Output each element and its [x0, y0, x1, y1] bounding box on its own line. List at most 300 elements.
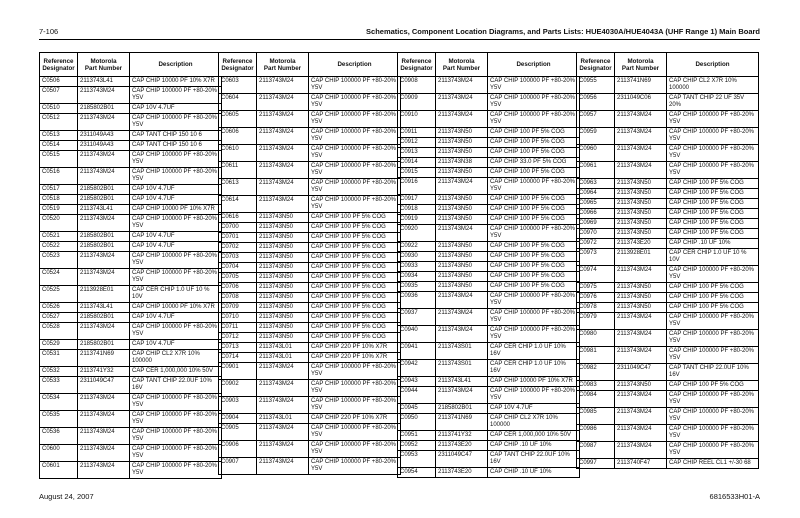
reference-designator: C0701: [219, 233, 257, 243]
description: CAP CHIP 100000 PF +80-20% Y5V: [488, 225, 580, 242]
reference-designator: C0906: [219, 441, 257, 458]
description: CAP CHIP 100000 PF +80-20% Y5V: [309, 94, 401, 111]
description: CAP CHIP 100000 PF +80-20% Y5V: [130, 87, 222, 104]
table-row: [398, 205, 580, 215]
description: CAP CHIP CL2 X7R 10% 100000: [667, 77, 759, 94]
part-number: 2113743M24: [78, 323, 130, 340]
table-row: [398, 377, 580, 387]
header-part-number: Motorola Part Number: [615, 53, 667, 77]
description: CAP CER CHIP 1.0 UF 10% 16V: [488, 360, 580, 377]
reference-designator: C0528: [40, 323, 78, 340]
description: CAP CHIP 100 PF 5% COG: [309, 293, 401, 303]
reference-designator: C0523: [40, 252, 78, 269]
table-row: [398, 111, 580, 128]
reference-designator: C0512: [40, 114, 78, 131]
table-row: [577, 128, 759, 145]
reference-designator: C0514: [40, 141, 78, 151]
table-row: [398, 387, 580, 404]
table-row: [40, 411, 222, 428]
description: CAP 10V 4.7UF: [130, 195, 222, 205]
table-row: [398, 309, 580, 326]
reference-designator: C0533: [40, 377, 78, 394]
reference-designator: C0903: [219, 397, 257, 414]
part-number: 2113743M24: [78, 394, 130, 411]
part-number: 2113743N50: [436, 215, 488, 225]
table-row: [398, 292, 580, 309]
part-number: 2311049C47: [615, 364, 667, 381]
table-row: [219, 213, 401, 223]
part-number: 2113743M24: [436, 326, 488, 343]
reference-designator: C0613: [219, 179, 257, 196]
part-number: 2185802B01: [78, 195, 130, 205]
reference-designator: C0935: [398, 282, 436, 292]
description: CAP CHIP 100000 PF +80-20% Y5V: [130, 168, 222, 185]
table-row: [398, 138, 580, 148]
part-number: 2113743M24: [436, 178, 488, 195]
description: CAP CHIP 100000 PF +80-20% Y5V: [667, 425, 759, 442]
description: CAP CHIP .10 UF 10%: [488, 468, 580, 478]
part-number: 2113743N50: [615, 189, 667, 199]
description: CAP CHIP 100000 PF +80-20% Y5V: [488, 111, 580, 128]
footer-doc-number: 6816533H01-A: [709, 492, 760, 501]
table-row: [219, 333, 401, 343]
description: CAP CHIP 100000 PF +80-20% Y5V: [130, 114, 222, 131]
description: CAP CHIP 100 PF 5% COG: [488, 205, 580, 215]
part-number: 2113743L41: [78, 303, 130, 313]
reference-designator: C0910: [398, 111, 436, 128]
table-header-row: [40, 53, 222, 77]
reference-designator: C0518: [40, 195, 78, 205]
reference-designator: C0702: [219, 243, 257, 253]
reference-designator: C0911: [398, 128, 436, 138]
reference-designator: C0942: [398, 360, 436, 377]
part-number: 2113743N50: [615, 283, 667, 293]
table-row: [398, 326, 580, 343]
description: CAP CHIP 100000 PF +80-20% Y5V: [488, 309, 580, 326]
reference-designator: C0606: [219, 128, 257, 145]
description: CAP CHIP 100000 PF +80-20% Y5V: [667, 145, 759, 162]
table-row: [398, 242, 580, 252]
reference-designator: C0985: [577, 408, 615, 425]
part-number: 2113743M24: [78, 87, 130, 104]
table-row: [577, 408, 759, 425]
table-row: [40, 394, 222, 411]
table-row: [219, 179, 401, 196]
page-title: Schematics, Component Location Diagrams, and Parts Lists: HUE4030A/HUE4043A (UHF Range 1) Main Board: [366, 27, 760, 36]
parts-table-1: [39, 52, 222, 479]
description: CAP CHIP 100000 PF +80-20% Y5V: [488, 387, 580, 404]
reference-designator: C0529: [40, 340, 78, 350]
reference-designator: C0902: [219, 380, 257, 397]
part-number: 2311049C47: [436, 451, 488, 468]
part-number: 2113743N50: [615, 179, 667, 189]
table-row: [398, 128, 580, 138]
table-row: [577, 239, 759, 249]
reference-designator: C0943: [398, 377, 436, 387]
table-row: [398, 158, 580, 168]
reference-designator: C0601: [40, 462, 78, 479]
reference-designator: C0908: [398, 77, 436, 94]
part-number: 2113741Y32: [436, 431, 488, 441]
part-number: 2113743M24: [78, 428, 130, 445]
parts-table-4: [576, 52, 759, 469]
part-number: 2113743N50: [257, 233, 309, 243]
part-number: 2113743M24: [615, 425, 667, 442]
reference-designator: C0703: [219, 253, 257, 263]
reference-designator: C0953: [398, 451, 436, 468]
description: CAP CHIP 220 PF 10% X7R: [309, 343, 401, 353]
part-number: 2113743M24: [615, 391, 667, 408]
header-description: Description: [488, 53, 580, 77]
description: CAP CHIP 33.0 PF 5% COG: [488, 158, 580, 168]
part-number: 2113743M24: [257, 363, 309, 380]
table-header-row: [398, 53, 580, 77]
table-row: [219, 128, 401, 145]
description: CAP CHIP 100000 PF +80-20% Y5V: [667, 313, 759, 330]
table-row: [577, 162, 759, 179]
reference-designator: C0969: [577, 219, 615, 229]
description: CAP CHIP 100 PF 5% COG: [488, 195, 580, 205]
reference-designator: C0507: [40, 87, 78, 104]
description: CAP CHIP 100000 PF +80-20% Y5V: [309, 145, 401, 162]
table-row: [398, 431, 580, 441]
part-number: 2113743N50: [257, 243, 309, 253]
reference-designator: C0711: [219, 323, 257, 333]
reference-designator: C0905: [219, 424, 257, 441]
table-row: [577, 442, 759, 459]
part-number: 2113743N50: [615, 219, 667, 229]
table-row: [219, 233, 401, 243]
description: CAP CHIP 100 PF 5% COG: [667, 229, 759, 239]
table-row: [40, 104, 222, 114]
description: CAP CHIP 100000 PF +80-20% Y5V: [488, 326, 580, 343]
part-number: 2113743M24: [78, 151, 130, 168]
description: CAP CHIP 100000 PF +80-20% Y5V: [667, 408, 759, 425]
part-number: 2113743M24: [78, 445, 130, 462]
table-row: [577, 179, 759, 189]
reference-designator: C0713: [219, 343, 257, 353]
part-number: 2113743M24: [436, 292, 488, 309]
reference-designator: C0951: [398, 431, 436, 441]
part-number: 2113743N50: [615, 303, 667, 313]
table-row: [40, 462, 222, 479]
header-divider: [39, 39, 760, 40]
part-number: 2113743M24: [257, 397, 309, 414]
reference-designator: C0709: [219, 303, 257, 313]
table-row: [577, 459, 759, 469]
table-row: [398, 215, 580, 225]
reference-designator: C0980: [577, 330, 615, 347]
description: CAP CHIP 100000 PF +80-20% Y5V: [309, 424, 401, 441]
part-number: 2113743N50: [257, 213, 309, 223]
table-row: [40, 151, 222, 168]
description: CAP CHIP 100000 PF +80-20% Y5V: [667, 330, 759, 347]
reference-designator: C0984: [577, 391, 615, 408]
part-number: 2113743N50: [257, 263, 309, 273]
part-number: 2113743N50: [615, 229, 667, 239]
part-number: 2113743M24: [78, 411, 130, 428]
description: CAP CHIP 100000 PF +80-20% Y5V: [488, 94, 580, 111]
reference-designator: C0914: [398, 158, 436, 168]
table-row: [40, 205, 222, 215]
reference-designator: C0614: [219, 196, 257, 213]
reference-designator: C0916: [398, 178, 436, 195]
reference-designator: C0936: [398, 292, 436, 309]
part-number: 2113743M24: [615, 313, 667, 330]
description: CAP CHIP 100 PF 5% COG: [309, 243, 401, 253]
part-number: 2113743N50: [257, 323, 309, 333]
description: CAP CHIP 100 PF 5% COG: [667, 179, 759, 189]
table-row: [398, 441, 580, 451]
reference-designator: C0519: [40, 205, 78, 215]
description: CAP CHIP 100 PF 5% COG: [488, 168, 580, 178]
description: CAP CHIP 100 PF 5% COG: [309, 323, 401, 333]
table-row: [40, 445, 222, 462]
table-row: [577, 381, 759, 391]
part-number: 2113743N50: [436, 242, 488, 252]
description: CAP CHIP 100000 PF +80-20% Y5V: [130, 252, 222, 269]
table-row: [219, 458, 401, 475]
part-number: 2113743M24: [78, 269, 130, 286]
description: CAP CHIP 100000 PF +80-20% Y5V: [130, 269, 222, 286]
reference-designator: C0705: [219, 273, 257, 283]
part-number: 2185802B01: [78, 340, 130, 350]
reference-designator: C0964: [577, 189, 615, 199]
part-number: 2113743M24: [615, 145, 667, 162]
reference-designator: C0603: [219, 77, 257, 94]
header-part-number: Motorola Part Number: [257, 53, 309, 77]
part-number: 2113743N50: [257, 333, 309, 343]
description: CAP CHIP 100 PF 5% COG: [488, 262, 580, 272]
part-number: 2113743N50: [436, 205, 488, 215]
reference-designator: C0922: [398, 242, 436, 252]
part-number: 2113743M24: [436, 309, 488, 326]
table-row: [40, 77, 222, 87]
part-number: 2113743M24: [78, 462, 130, 479]
part-number: 2113743N50: [257, 293, 309, 303]
description: CAP CHIP 220 PF 10% X7R: [309, 414, 401, 424]
description: CAP CHIP 100000 PF +80-20% Y5V: [309, 162, 401, 179]
description: CAP CHIP 100000 PF +80-20% Y5V: [309, 179, 401, 196]
part-number: 2311049A43: [78, 131, 130, 141]
part-number: 2311049C47: [78, 377, 130, 394]
reference-designator: C0610: [219, 145, 257, 162]
part-number: 2113743M24: [615, 347, 667, 364]
part-number: 2113743N50: [257, 253, 309, 263]
header-description: Description: [667, 53, 759, 77]
table-row: [398, 195, 580, 205]
description: CAP CHIP 100000 PF +80-20% Y5V: [309, 128, 401, 145]
table-row: [398, 94, 580, 111]
table-row: [577, 347, 759, 364]
table-row: [577, 249, 759, 266]
reference-designator: C0974: [577, 266, 615, 283]
reference-designator: C0915: [398, 168, 436, 178]
footer-date: August 24, 2007: [39, 492, 94, 501]
part-number: 2113743N50: [615, 209, 667, 219]
reference-designator: C0982: [577, 364, 615, 381]
description: CAP CER CHIP 1.0 UF 10 % 10V: [667, 249, 759, 266]
description: CAP CHIP 100000 PF +80-20% Y5V: [130, 394, 222, 411]
reference-designator: C0966: [577, 209, 615, 219]
reference-designator: C0981: [577, 347, 615, 364]
table-row: [577, 111, 759, 128]
part-number: 2113743N50: [436, 262, 488, 272]
table-row: [398, 451, 580, 468]
part-number: 2113743M24: [257, 196, 309, 213]
table-row: [219, 323, 401, 333]
table-row: [577, 77, 759, 94]
description: CAP CHIP 100000 PF +80-20% Y5V: [309, 363, 401, 380]
reference-designator: C0983: [577, 381, 615, 391]
part-number: 2113743M24: [615, 330, 667, 347]
part-number: 2113743M24: [615, 266, 667, 283]
reference-designator: C0912: [398, 138, 436, 148]
table-row: [219, 273, 401, 283]
part-number: 2113928E01: [78, 286, 130, 303]
part-number: 2113743L41: [78, 77, 130, 87]
reference-designator: C0700: [219, 223, 257, 233]
description: CAP CER 1,000,000 10% 50V: [130, 367, 222, 377]
table-row: [40, 114, 222, 131]
reference-designator: C0920: [398, 225, 436, 242]
table-row: [219, 253, 401, 263]
table-row: [219, 414, 401, 424]
description: CAP CHIP 100 PF 5% COG: [309, 313, 401, 323]
reference-designator: C0972: [577, 239, 615, 249]
description: CAP CHIP 100 PF 5% COG: [309, 303, 401, 313]
reference-designator: C0704: [219, 263, 257, 273]
part-number: 2113743M24: [436, 225, 488, 242]
table-row: [219, 380, 401, 397]
reference-designator: C0516: [40, 168, 78, 185]
parts-table-2: [218, 52, 401, 475]
reference-designator: C0907: [219, 458, 257, 475]
part-number: 2113743M24: [78, 114, 130, 131]
table-row: [40, 313, 222, 323]
part-number: 2185802B01: [78, 104, 130, 114]
header-part-number: Motorola Part Number: [436, 53, 488, 77]
reference-designator: C0940: [398, 326, 436, 343]
part-number: 2113740F47: [615, 459, 667, 469]
table-row: [219, 283, 401, 293]
part-number: 2113743S01: [436, 343, 488, 360]
part-number: 2113743N50: [257, 303, 309, 313]
description: CAP CHIP 100 PF 5% COG: [667, 293, 759, 303]
reference-designator: C0933: [398, 262, 436, 272]
table-row: [40, 131, 222, 141]
description: CAP CHIP CL2 X7R 10% 100000: [488, 414, 580, 431]
description: CAP CHIP 100000 PF +80-20% Y5V: [488, 178, 580, 195]
description: CAP CHIP 100000 PF +80-20% Y5V: [488, 77, 580, 94]
description: CAP CHIP .10 UF 10%: [667, 239, 759, 249]
table-row: [398, 414, 580, 431]
part-number: 2113928E01: [615, 249, 667, 266]
reference-designator: C0941: [398, 343, 436, 360]
table-row: [219, 223, 401, 233]
table-row: [398, 178, 580, 195]
table-row: [40, 269, 222, 286]
reference-designator: C0952: [398, 441, 436, 451]
part-number: 2113743M24: [615, 111, 667, 128]
table-row: [577, 229, 759, 239]
description: CAP CHIP 100000 PF +80-20% Y5V: [130, 428, 222, 445]
reference-designator: C0517: [40, 185, 78, 195]
description: CAP CHIP 100000 PF +80-20% Y5V: [309, 196, 401, 213]
reference-designator: C0525: [40, 286, 78, 303]
reference-designator: C0616: [219, 213, 257, 223]
reference-designator: C0534: [40, 394, 78, 411]
reference-designator: C0934: [398, 272, 436, 282]
description: CAP TANT CHIP 22.0UF 10% 16V: [667, 364, 759, 381]
reference-designator: C0604: [219, 94, 257, 111]
part-number: 2113743M24: [436, 111, 488, 128]
description: CAP CER CHIP 1.0 UF 10% 16V: [488, 343, 580, 360]
description: CAP 10V 4.7UF: [130, 313, 222, 323]
description: CAP 10V 4.7UF: [130, 340, 222, 350]
reference-designator: C0536: [40, 428, 78, 445]
reference-designator: C0521: [40, 232, 78, 242]
header-reference-designator: Reference Designator: [219, 53, 257, 77]
description: CAP TANT CHIP 150 10 6: [130, 131, 222, 141]
description: CAP CHIP 100 PF 5% COG: [309, 213, 401, 223]
table-row: [40, 303, 222, 313]
table-row: [398, 168, 580, 178]
part-number: 2113743M24: [78, 252, 130, 269]
table-row: [219, 111, 401, 128]
description: CAP CHIP 100 PF 5% COG: [309, 223, 401, 233]
reference-designator: C0937: [398, 309, 436, 326]
part-number: 2185802B01: [78, 242, 130, 252]
table-row: [577, 199, 759, 209]
part-number: 2113743N50: [257, 273, 309, 283]
part-number: 2113743L01: [257, 353, 309, 363]
description: CAP CHIP 100 PF 5% COG: [309, 253, 401, 263]
description: CAP CHIP 100 PF 5% COG: [488, 242, 580, 252]
description: CAP CHIP 100 PF 5% COG: [667, 303, 759, 313]
table-row: [577, 209, 759, 219]
description: CAP CHIP 100000 PF +80-20% Y5V: [667, 128, 759, 145]
part-number: 2113743S01: [436, 360, 488, 377]
description: CAP CHIP 100 PF 5% COG: [667, 189, 759, 199]
table-row: [398, 282, 580, 292]
table-row: [40, 87, 222, 104]
description: CAP CHIP 100000 PF +80-20% Y5V: [309, 397, 401, 414]
part-number: 2113743N50: [436, 252, 488, 262]
description: CAP CHIP 100 PF 5% COG: [488, 282, 580, 292]
part-number: 2113743N50: [436, 282, 488, 292]
reference-designator: C0611: [219, 162, 257, 179]
table-row: [398, 148, 580, 158]
part-number: 2113743M24: [436, 387, 488, 404]
reference-designator: C0965: [577, 199, 615, 209]
table-row: [577, 266, 759, 283]
reference-designator: C0710: [219, 313, 257, 323]
table-row: [40, 242, 222, 252]
part-number: 2113743M24: [78, 215, 130, 232]
part-number: 2113743N50: [615, 381, 667, 391]
description: CAP 10V 4.7UF: [130, 104, 222, 114]
table-row: [398, 360, 580, 377]
description: CAP CHIP 100000 PF +80-20% Y5V: [488, 292, 580, 309]
table-row: [40, 428, 222, 445]
description: CAP CHIP 100 PF 5% COG: [488, 128, 580, 138]
part-number: 2185802B01: [78, 313, 130, 323]
reference-designator: C0973: [577, 249, 615, 266]
part-number: 2113743M24: [436, 77, 488, 94]
table-row: [219, 293, 401, 303]
description: CAP 10V 4.7UF: [130, 185, 222, 195]
